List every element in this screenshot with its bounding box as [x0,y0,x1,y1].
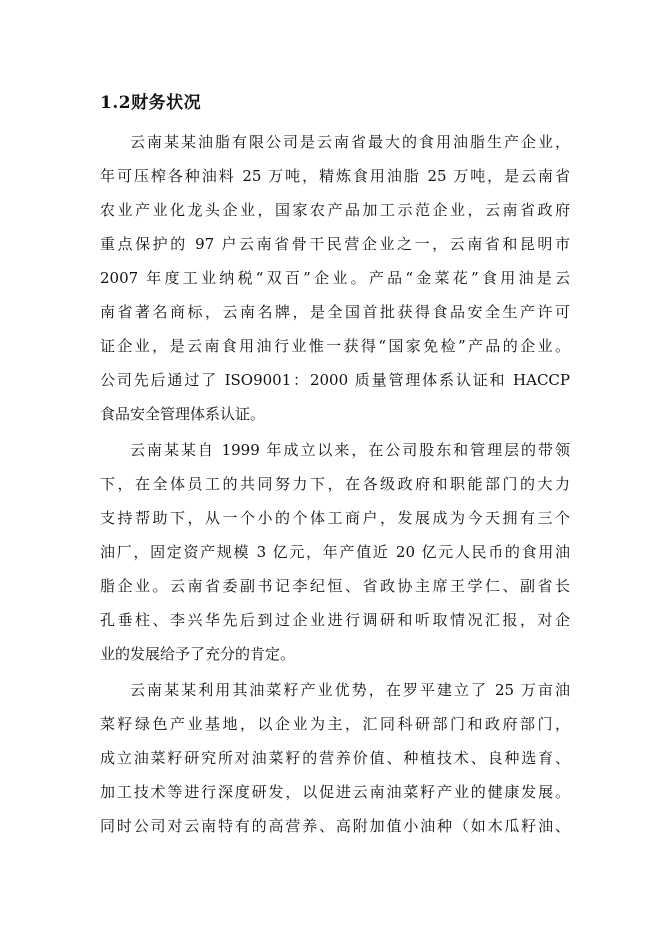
section-heading: 1.2财务状况 [100,93,202,113]
paragraph-line: 下，在全体员工的共同努力下，在各级政府和职能部门的大力 [100,475,570,493]
paragraph-line: 云南某某利用其油菜籽产业优势，在罗平建立了 25 万亩油 [130,681,570,699]
paragraph-line: 支持帮助下，从一个小的个体工商户，发展成为今天拥有三个 [100,509,570,527]
paragraph-line: 云南某某油脂有限公司是云南省最大的食用油脂生产企业， [130,133,570,151]
paragraph-line: 云南某某自 1999 年成立以来，在公司股东和管理层的带领 [130,441,570,459]
paragraph-line: 证企业，是云南食用油行业惟一获得“国家免检”产品的企业。 [100,337,570,355]
paragraph-line: 重点保护的 97 户云南省骨干民营企业之一，云南省和昆明市 [100,235,570,253]
paragraph-line: 脂企业。云南省委副书记李纪恒、省政协主席王学仁、副省长 [100,577,570,595]
paragraph-line: 公司先后通过了 ISO9001：2000 质量管理体系认证和 HACCP [100,371,570,389]
paragraph-line: 成立油菜籽研究所对油菜籽的营养价值、种植技术、良种选育、 [100,749,570,767]
paragraph-line: 油厂，固定资产规模 3 亿元，年产值近 20 亿元人民币的食用油 [100,543,570,561]
paragraph-line: 加工技术等进行深度研发，以促进云南油菜籽产业的健康发展。 [100,783,570,801]
paragraph-line: 食品安全管理体系认证。 [100,405,266,423]
paragraph-line: 孔垂柱、李兴华先后到过企业进行调研和听取情况汇报，对企 [100,611,570,629]
paragraph-line: 南省著名商标，云南名牌，是全国首批获得食品安全生产许可 [100,303,570,321]
paragraph-line: 业的发展给予了充分的肯定。 [100,645,296,663]
paragraph-line: 2007 年度工业纳税“双百”企业。产品“金菜花”食用油是云 [100,269,570,287]
paragraph-line: 同时公司对云南特有的高营养、高附加值小油种（如木瓜籽油、 [100,817,570,835]
paragraph-line: 年可压榨各种油料 25 万吨，精炼食用油脂 25 万吨，是云南省 [100,167,570,185]
paragraph-line: 菜籽绿色产业基地，以企业为主，汇同科研部门和政府部门， [100,715,570,733]
paragraph-line: 农业产业化龙头企业，国家农产品加工示范企业，云南省政府 [100,201,570,219]
